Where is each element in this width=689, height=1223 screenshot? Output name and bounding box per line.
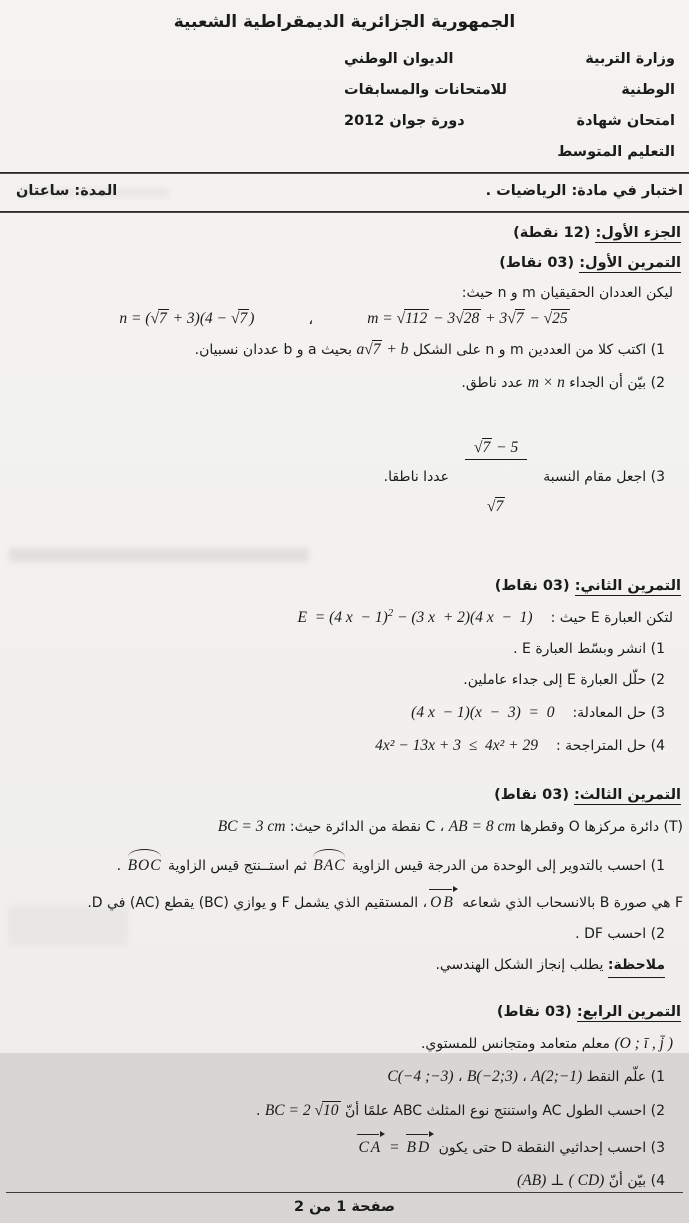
ex2-points: (03 نقاط) [494, 577, 575, 594]
country-title: الجمهورية الجزائرية الديمقراطية الشعبية [173, 12, 516, 32]
ex1-q3-fraction [465, 403, 527, 552]
ex1-q1-text: 1) اكتب كلا من العددين m و n على الشكل [408, 342, 665, 358]
ex4-bc-length: BC = 2 √10 [264, 1101, 339, 1119]
ex1-title: التمرين الأول: [579, 255, 681, 271]
exam-name-line: امتحان شهادة التعليم المتوسط [557, 113, 675, 160]
ex1-q3-text: 3) اجعل مقام النسبة [543, 469, 665, 485]
ex3-points: (03 نقاط) [494, 787, 574, 804]
ex3-ab-length: AB = 8 cm [448, 818, 516, 836]
ex1-equation-n: n = (√7 + 3)(4 − √7 ) [119, 310, 255, 327]
ex2-question-4 [0, 734, 689, 757]
fraction-numerator: √7 − 5 [465, 439, 527, 460]
ex1-equation-separator: ، [308, 310, 314, 328]
footer-rule [6, 1192, 683, 1193]
ex3-q1-text-1: 1) احسب بالتدوير إلى الوحدة من الدرجة قيس الزاوية [347, 857, 665, 874]
point-A: A(2;−1) [531, 1068, 583, 1086]
office-line: الديوان الوطني للامتحانات والمسابقات [344, 51, 507, 98]
point-B: B(−2;3) [466, 1068, 518, 1086]
subject-line: اختبار في مادة: الرياضيات . [485, 183, 683, 199]
ex1-question-1 [0, 338, 689, 361]
ex3-bc-length: BC = 3 cm [217, 818, 286, 836]
vector-BD: BD [404, 1132, 435, 1159]
ex3-question-2: 2) احسب DF . [575, 926, 665, 942]
ex4-q1-text: 1) علّم النقط [582, 1069, 665, 1086]
header-right-column [528, 44, 675, 168]
ex3-title: التمرين الثالث: [574, 787, 681, 804]
equals-sign: = [385, 1138, 404, 1156]
ex1-points: (03 نقاط) [499, 255, 580, 271]
ex4-q4-text: 4) بيّن أنّ [604, 1173, 665, 1189]
ex3-question-1 [0, 849, 689, 877]
ex4-q1-sep1: ، [517, 1069, 532, 1086]
ex4-question-4 [0, 1169, 689, 1192]
ex1-q2-text-end: عدد ناطق. [461, 375, 528, 392]
ex4-heading [0, 1004, 689, 1022]
vector-OB: OB [427, 887, 458, 914]
ex1-intro: ليكن العددان الحقيقيان m و n حيث: [461, 285, 673, 301]
page-number: صفحة 1 من 2 [293, 1199, 396, 1216]
ex1-heading [0, 255, 689, 273]
ex4-question-1 [0, 1065, 689, 1088]
ex2-expression-E: E = (4 x − 1)$^2$ − (3 x + 2)(4 x − 1) [297, 606, 533, 626]
ex4-points: (03 نقاط) [496, 1004, 577, 1020]
session-line: دورة جوان 2012 [344, 113, 465, 129]
ex3-q1-text-2: ثم استــنتج قيس الزاوية [163, 857, 312, 874]
ex2-title: التمرين الثاني: [574, 577, 681, 594]
ex2-heading [0, 578, 689, 596]
ex4-question-3 [0, 1132, 689, 1159]
ex3-note [0, 955, 689, 978]
ex2-q3-equation: (4 x − 1)(x − 3) = 0 [411, 703, 555, 721]
ministry-line: وزارة التربية الوطنية [585, 51, 675, 98]
ex2-question-1: 1) انشر وبسّط العبارة E . [513, 640, 665, 657]
ex1-equations [0, 310, 689, 328]
ex2-intro-text: لتكن العبارة E حيث : [550, 609, 673, 626]
ex1-question-2 [0, 371, 689, 394]
perpendicularity-statement: (AB) ⊥ ( CD) [516, 1172, 605, 1189]
angle-BOC: BOC [126, 849, 164, 877]
header-left-column [344, 44, 528, 168]
ex1-q1-formula: a√7 + b [356, 341, 409, 358]
angle-BAC: BAC [311, 849, 347, 877]
ex4-intro-text: معلم متعامد ومتجانس للمستوي. [420, 1036, 615, 1052]
duration-line: المدة: ساعتان [16, 183, 118, 199]
ex4-q3-text: 3) احسب إحداثيي النقطة D حتى يكون [434, 1139, 665, 1156]
ex3-q1-text-3: . [116, 857, 126, 874]
ex4-q2-text-end: . [255, 1102, 265, 1119]
ex2-question-3 [0, 701, 689, 724]
ex1-equation-m: m = √112 − 3√28 + 3√7 − √25 [367, 310, 568, 327]
ex1-q1-text-end: بحيث a و b عددان نسبيان. [194, 342, 357, 358]
point-C: C(−4 ;−3) [387, 1068, 454, 1086]
ex3-translation-statement [0, 887, 689, 914]
note-title: ملاحظة: [608, 955, 665, 978]
coordinate-frame: (O ; ī , j̄ ) [614, 1035, 673, 1052]
ex4-intro [0, 1032, 689, 1055]
ex1-q2-text: 2) بيّن أن الجداء [564, 375, 665, 392]
note-text: يطلب إنجاز الشكل الهندسي. [435, 957, 608, 973]
ex3-heading [0, 787, 689, 805]
ex1-q3-text-end: عددا ناطقا. [383, 469, 450, 485]
part1-points: (12 نقطة) [513, 225, 596, 241]
ex4-title: التمرين الرابع: [576, 1004, 681, 1020]
subject-row [0, 174, 689, 207]
part1-heading [0, 225, 689, 243]
page-footer [0, 1192, 689, 1223]
ex2-question-2: 2) حلّل العبارة E إلى جداء عاملين. [463, 671, 665, 688]
separator-line-bottom [0, 211, 689, 213]
vector-equality [355, 1132, 434, 1159]
ex3-intro-text-2: ، C نقطة من الدائرة حيث: [285, 819, 449, 836]
ex4-q2-text: 2) احسب الطول AC واستنتج نوع المثلث ABC علمًا أنّ [340, 1102, 665, 1119]
part1-title: الجزء الأول: [595, 225, 681, 241]
vector-CA: CA [355, 1132, 385, 1159]
ex4-question-2 [0, 1099, 689, 1122]
ex2-q4-inequality: 4x² − 13x + 3 ≤ 4x² + 29 [375, 737, 538, 754]
fraction-denominator: √7 [487, 497, 504, 515]
ex2-intro [0, 606, 689, 629]
ex2-q3-text: 3) حل المعادلة: [572, 704, 665, 721]
ex1-question-3 [0, 403, 689, 552]
ex2-q4-text: 4) حل المتراجحة : [556, 738, 665, 754]
ex3-f-text-2: ، المستقيم الذي يشمل F و يوازي (BC) يقطع (AC) في D. [87, 894, 428, 911]
ex3-f-text-1: F هي صورة B بالانسحاب الذي شعاعه [457, 894, 683, 911]
ex3-intro [0, 815, 689, 838]
ex4-q1-sep2: ، [453, 1069, 467, 1086]
header-columns [14, 44, 675, 168]
ex3-intro-text-1: (T) دائرة مركزها O وقطرها [515, 819, 683, 836]
ex1-q2-formula: m × n [527, 374, 565, 392]
